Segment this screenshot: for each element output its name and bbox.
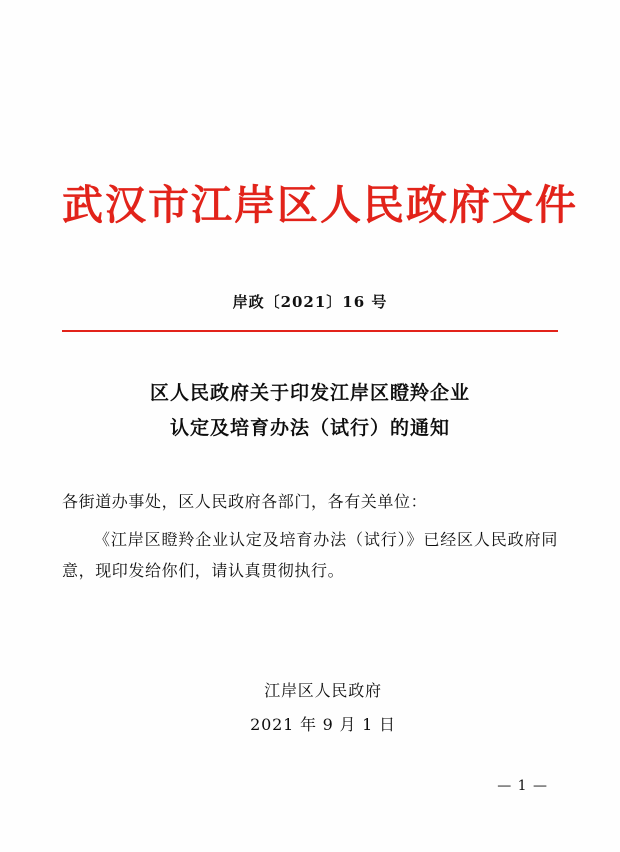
document-title [62, 376, 558, 446]
document-title-line-2: 认定及培育办法（试行）的通知 [169, 417, 450, 440]
signature-date: 2021 年 9 月 1 日 [250, 714, 396, 734]
document-title-line-1: 区人民政府关于印发江岸区瞪羚企业 [149, 382, 470, 405]
document-salutation: 各街道办事处，区人民政府各部门，各有关单位： [62, 492, 428, 512]
document-number: 岸政〔2021〕16 号 [232, 293, 388, 312]
red-divider-rule [62, 330, 558, 332]
page-number: — 1 — [497, 778, 548, 794]
document-signature [62, 674, 558, 741]
document-body-paragraph: 《江岸区瞪羚企业认定及培育办法（试行）》已经区人民政府同意，现印发给你们，请认真贯彻执行。 [62, 529, 558, 580]
signature-organization: 江岸区人民政府 [264, 680, 382, 700]
document-masthead: 武汉市江岸区人民政府文件 [62, 181, 578, 229]
